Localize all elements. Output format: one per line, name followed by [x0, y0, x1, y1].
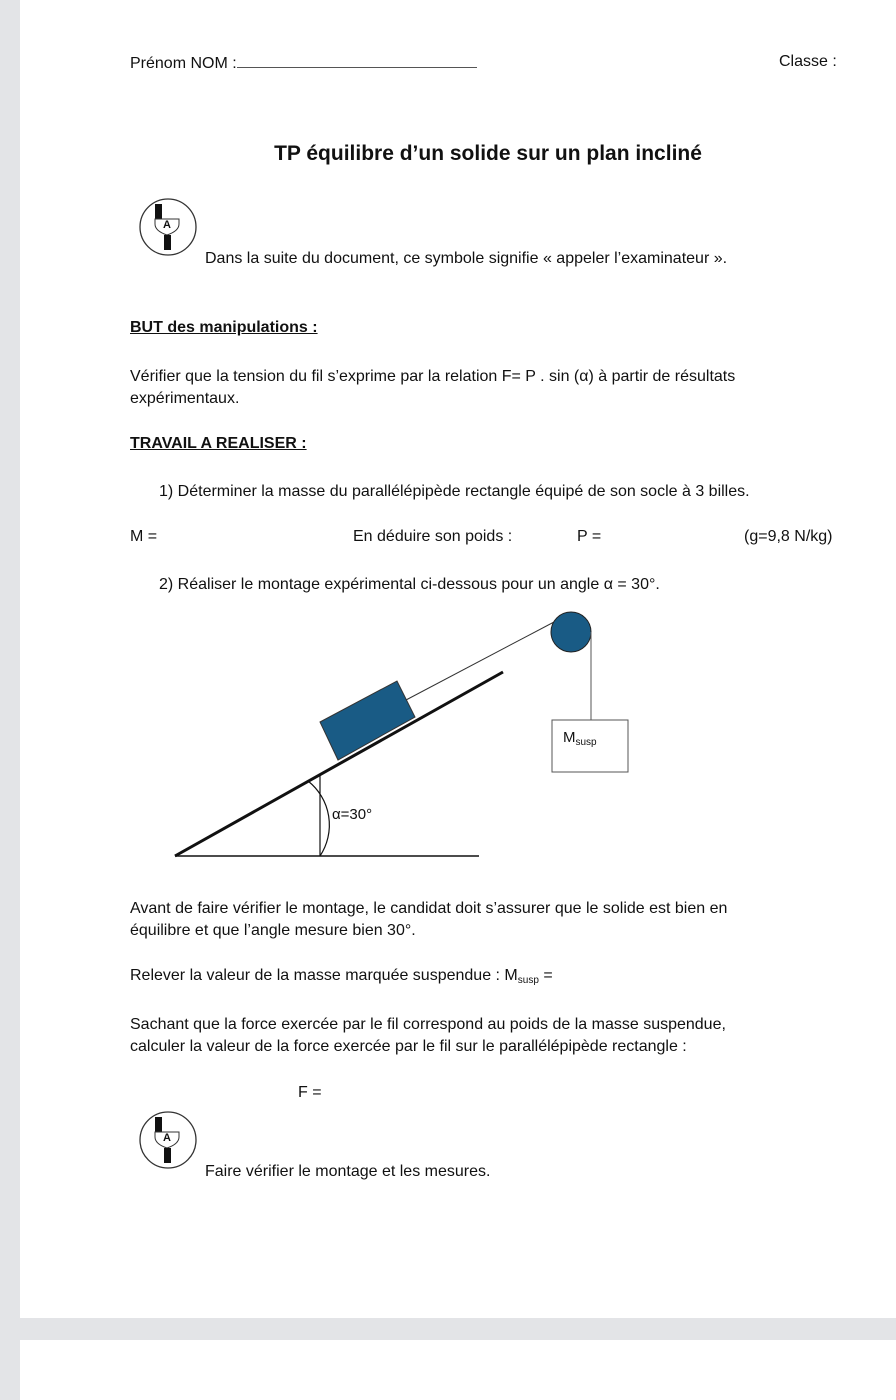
force-line1: Sachant que la force exercée par le fil correspond au poids de la masse suspendue, — [130, 1016, 726, 1033]
record-mass-suffix: = — [538, 967, 553, 984]
goal-text-line1: Vérifier que la tension du fil s’exprime par la relation F= P . sin (α) à partir de résultats — [130, 368, 736, 385]
final-check-note: Faire vérifier le montage et les mesures. — [205, 1163, 491, 1180]
incline-surface — [175, 672, 503, 856]
before-check-line1: Avant de faire vérifier le montage, le candidat doit s’assurer que le solide est bien en — [130, 900, 728, 917]
record-mass-text — [130, 967, 553, 986]
mass-label-sub: susp — [575, 737, 597, 748]
class-label: Classe : — [779, 53, 837, 70]
before-check-text — [130, 898, 727, 942]
step2-text: 2) Réaliser le montage expérimental ci-dessous pour un angle α = 30°. — [159, 576, 660, 593]
goal-text-line2: expérimentaux. — [130, 390, 240, 407]
gravity-note: (g=9,8 N/kg) — [744, 528, 833, 545]
angle-arc — [308, 781, 329, 856]
mass-label-main: M — [563, 729, 576, 746]
pulley — [551, 612, 591, 652]
record-mass-prefix: Relever la valeur de la masse marquée suspendue : M — [130, 967, 518, 984]
name-label: Prénom NOM : — [130, 55, 237, 72]
examiner-icon-letter: A — [163, 219, 171, 231]
angle-label: α=30° — [332, 806, 373, 823]
goal-heading: BUT des manipulations : — [130, 319, 318, 336]
work-heading: TRAVAIL A REALISER : — [130, 435, 307, 452]
force-label: F = — [298, 1084, 322, 1101]
deduce-weight-label: En déduire son poids : — [353, 528, 513, 545]
before-check-line2: équilibre et que l’angle mesure bien 30°. — [130, 922, 416, 939]
page-title: TP équilibre d’un solide sur un plan incliné — [274, 142, 702, 165]
string-to-pulley — [406, 622, 554, 700]
mass-label: M = — [130, 528, 158, 545]
suspended-mass-label — [563, 729, 597, 748]
force-line2: calculer la valeur de la force exercée par le fil sur le parallélépipède rectangle : — [130, 1038, 687, 1055]
step1-text: 1) Déterminer la masse du parallélépipède rectangle équipé de son socle à 3 billes. — [159, 483, 750, 500]
call-examiner-icon-2 — [139, 1111, 197, 1169]
record-mass-sub: susp — [517, 975, 539, 986]
weight-label: P = — [577, 528, 602, 545]
force-text — [130, 1014, 726, 1058]
examiner-symbol-note: Dans la suite du document, ce symbole signifie « appeler l’examinateur ». — [205, 250, 728, 267]
examiner-icon-2-letter: A — [163, 1132, 171, 1144]
